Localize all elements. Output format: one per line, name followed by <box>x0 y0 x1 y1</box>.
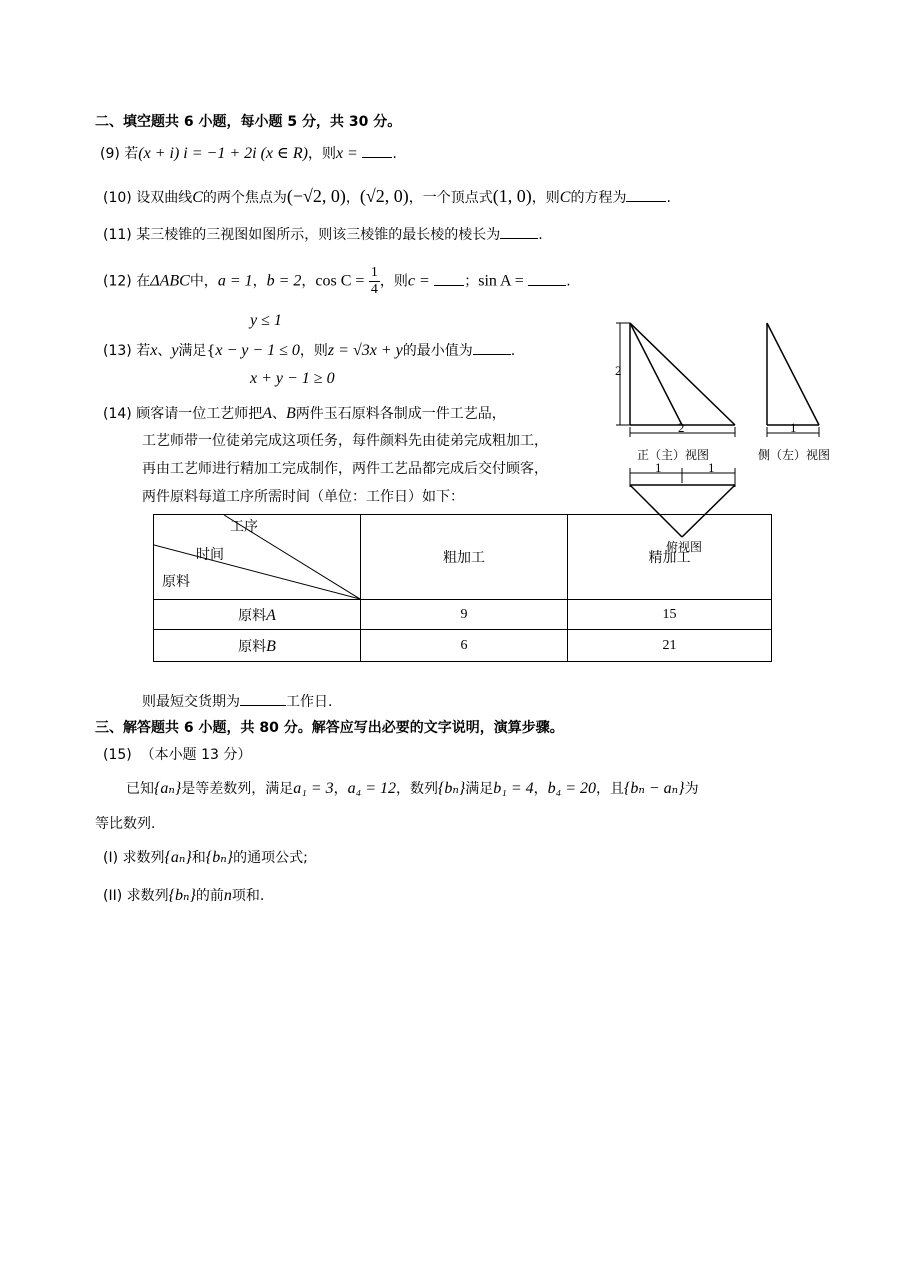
front-view-label: 正（主）视图 <box>637 448 710 462</box>
q12-b: b = 2 <box>266 272 302 290</box>
q10-var-c2: C <box>559 189 571 206</box>
question-14-line-4: 两件原料每道工序所需时间（单位：工作日）如下： <box>142 489 464 505</box>
row-b-label <box>154 630 361 662</box>
q15-s5: ，且 <box>596 781 624 797</box>
q11-number: (11) <box>103 227 132 243</box>
question-14-line-2: 工艺师带一位徒弟完成这项任务，每件颜料先由徒弟完成粗加工， <box>142 433 548 449</box>
side-view-label: 侧（左）视图 <box>758 448 831 462</box>
q13-y: y <box>171 342 179 359</box>
q10-text-4: 的方程为 <box>570 190 627 206</box>
q15-statement <box>126 779 699 799</box>
q10-text-pre: 设双曲线 <box>136 190 193 206</box>
q13-pre: 若 <box>136 343 151 359</box>
q12-a: a = 1 <box>217 272 253 290</box>
table-header-fine <box>568 515 772 600</box>
q15-p1b: 和 <box>191 850 206 866</box>
q15-p1an: {aₙ} <box>164 849 192 866</box>
q13-text-3: 的最小值为 <box>402 343 473 359</box>
q10-answer-blank[interactable] <box>626 187 666 202</box>
q12-frac-den: 4 <box>370 282 378 297</box>
q14-line1b: 两件玉石原料各制成一件工艺品， <box>295 406 506 422</box>
q15-s4: 满足 <box>465 781 494 797</box>
q15-part-2 <box>103 886 264 906</box>
q15-statement-cont: 等比数列. <box>95 816 156 832</box>
q9-expression: (x + i) i = −1 + 2i (x ∈ R) <box>138 145 308 162</box>
q15-p1-num: (I) <box>103 850 119 866</box>
q9-mid: ，则 <box>307 146 336 162</box>
q13-brace: { <box>206 343 216 359</box>
diag-label-time: 时间 <box>196 547 224 563</box>
q11-end: . <box>538 227 543 243</box>
q15-s6: 为 <box>684 781 699 797</box>
q13-text-2: ，则 <box>299 343 328 359</box>
q9-number: (9) <box>100 146 120 162</box>
q14-answer-line <box>142 691 332 712</box>
q13-constraint-1: y ≤ 1 <box>250 312 282 329</box>
q15-diff: {bₙ − aₙ} <box>624 780 685 797</box>
q15-p1bn: {bₙ} <box>205 849 234 866</box>
q13-x: x <box>150 342 158 359</box>
q14-b: B <box>285 405 296 422</box>
row-a-label-text: 原料 <box>238 607 267 624</box>
q15-a4: a₄ = 12 <box>347 780 396 797</box>
dim-top-right-label: 1 <box>708 460 715 475</box>
q15-s3: ，数列 <box>396 781 438 797</box>
q12-semi: ； <box>464 273 479 290</box>
q10-number: (10) <box>103 190 132 206</box>
diag-label-process: 工序 <box>230 519 258 535</box>
section3-heading: 三、解答题共 6 小题，共 80 分。解答应写出必要的文字说明，演算步骤。 <box>95 720 564 736</box>
header-rough-label: 粗加工 <box>443 550 485 566</box>
q11-answer-blank[interactable] <box>500 224 538 239</box>
q12-answer-blank-sin[interactable] <box>528 271 566 286</box>
q12-pre: 在 <box>136 273 151 290</box>
q10-focus-1: (−√2, 0) <box>286 186 346 206</box>
row-b-var: B <box>266 637 276 655</box>
q13-answer-blank[interactable] <box>473 340 511 355</box>
dim-top-left-label: 1 <box>655 460 662 475</box>
q15-sep2: ， <box>533 781 548 797</box>
q12-fraction <box>369 265 380 298</box>
q14-answer-blank[interactable] <box>240 691 286 706</box>
q10-vertex: (1, 0) <box>492 186 532 206</box>
q12-answer-blank-c[interactable] <box>434 271 464 286</box>
q15-p2a: 求数列 <box>126 888 169 904</box>
q12-frac-num: 1 <box>370 265 378 280</box>
diag-label-material: 原料 <box>162 574 190 590</box>
dim-side-width-label: 1 <box>790 420 797 435</box>
q14-a: A <box>262 405 272 422</box>
q9-var: x = <box>335 145 358 162</box>
top-view-label: 俯视图 <box>666 540 703 554</box>
q13-constraint-3: x + y − 1 ≥ 0 <box>250 370 335 387</box>
q14-answer-post: 工作日. <box>286 694 333 710</box>
row-a-var: A <box>266 606 276 624</box>
q13-constraint-2: x − y − 1 ≤ 0 <box>215 342 300 359</box>
q14-number: (14) <box>103 406 132 422</box>
q12-number: (12) <box>103 273 132 290</box>
q15-b4: b₄ = 20 <box>547 780 596 797</box>
q9-end: . <box>392 146 397 162</box>
q12-sin-a: sin A = <box>478 272 524 290</box>
q15-p2b: 的前 <box>195 888 224 904</box>
question-9 <box>100 143 397 164</box>
q10-sep: ， <box>345 190 360 206</box>
question-10 <box>103 186 671 208</box>
q13-end: . <box>510 343 516 359</box>
q15-p2c: 项和. <box>231 888 265 904</box>
q15-header <box>103 745 251 765</box>
table-header-row <box>154 515 772 600</box>
header-fine-label: 精加工 <box>648 550 691 566</box>
q15-number: (15) <box>103 747 132 763</box>
row-a-label <box>154 600 361 630</box>
q12-sep-1: ， <box>252 273 267 290</box>
question-14-line-3: 再由工艺师进行精加工完成制作，两件工艺品都完成后交付顾客， <box>142 461 548 477</box>
q15-p1a: 求数列 <box>122 850 165 866</box>
q15-s1: 已知 <box>126 781 154 797</box>
dim-height-label: 2 <box>615 363 622 378</box>
q13-sep: 、 <box>157 343 172 359</box>
q15-part-1 <box>103 848 308 868</box>
q10-text-3: ，则 <box>531 190 560 206</box>
front-view <box>616 323 735 437</box>
row-a-fine: 15 <box>568 600 772 630</box>
row-b-fine: 21 <box>568 630 772 662</box>
q12-cos: cos C = <box>315 272 365 290</box>
q13-objective: z = √3x + y <box>327 342 403 359</box>
row-b-label-text: 原料 <box>238 638 267 655</box>
q10-end: . <box>666 190 671 206</box>
q9-answer-blank[interactable] <box>362 143 392 158</box>
section2-heading: 二、填空题共 6 小题，每小题 5 分，共 30 分。 <box>95 114 402 130</box>
process-time-table <box>153 514 772 662</box>
q10-text-2: ，一个顶点式 <box>408 190 493 206</box>
q15-sep1: ， <box>333 781 348 797</box>
q13-number: (13) <box>103 343 132 359</box>
table-diagonal-header <box>154 515 361 600</box>
q12-text-2: ，则 <box>379 273 408 290</box>
q12-triangle: ΔABC <box>150 272 190 290</box>
q15-s2: 是等差数列，满足 <box>181 781 294 797</box>
q13-text-1: 满足 <box>178 343 207 359</box>
table-row <box>154 630 772 662</box>
q12-text-1: 中， <box>189 273 218 290</box>
q12-end: . <box>566 273 571 290</box>
q10-text-1: 的两个焦点为 <box>202 190 287 206</box>
q15-p2bn: {bₙ} <box>168 887 196 904</box>
q14-line1a: 顾客请一位工艺师把 <box>136 406 263 422</box>
table-header-rough <box>361 515 568 600</box>
question-11 <box>103 224 543 245</box>
q15-an: {aₙ} <box>154 780 182 797</box>
q14-sep: 、 <box>271 406 286 422</box>
question-12 <box>103 265 571 298</box>
table-row <box>154 600 772 630</box>
q11-text: 某三棱锥的三视图如图所示，则该三棱锥的最长棱的棱长为 <box>136 227 501 243</box>
q15-p2-num: (II) <box>103 888 123 904</box>
q15-p2n: n <box>223 887 232 904</box>
question-14-line-1 <box>103 404 506 424</box>
q14-answer-pre: 则最短交货期为 <box>142 694 240 710</box>
q12-c: c = <box>407 272 430 290</box>
q10-var-c: C <box>192 189 203 206</box>
q15-points: （本小题 13 分） <box>140 747 252 763</box>
dim-front-width-label: 2 <box>678 420 685 435</box>
row-b-rough: 6 <box>361 630 568 662</box>
q10-focus-2: (√2, 0) <box>359 186 409 206</box>
q15-bn: {bₙ} <box>438 780 466 797</box>
question-13 <box>103 340 515 361</box>
q12-sep-2: ， <box>301 273 316 290</box>
row-a-rough: 9 <box>361 600 568 630</box>
q15-a1: a₁ = 3 <box>293 780 334 797</box>
q15-p1c: 的通项公式; <box>233 850 308 866</box>
q9-text: 若 <box>124 146 139 162</box>
q15-b1: b₁ = 4 <box>493 780 534 797</box>
